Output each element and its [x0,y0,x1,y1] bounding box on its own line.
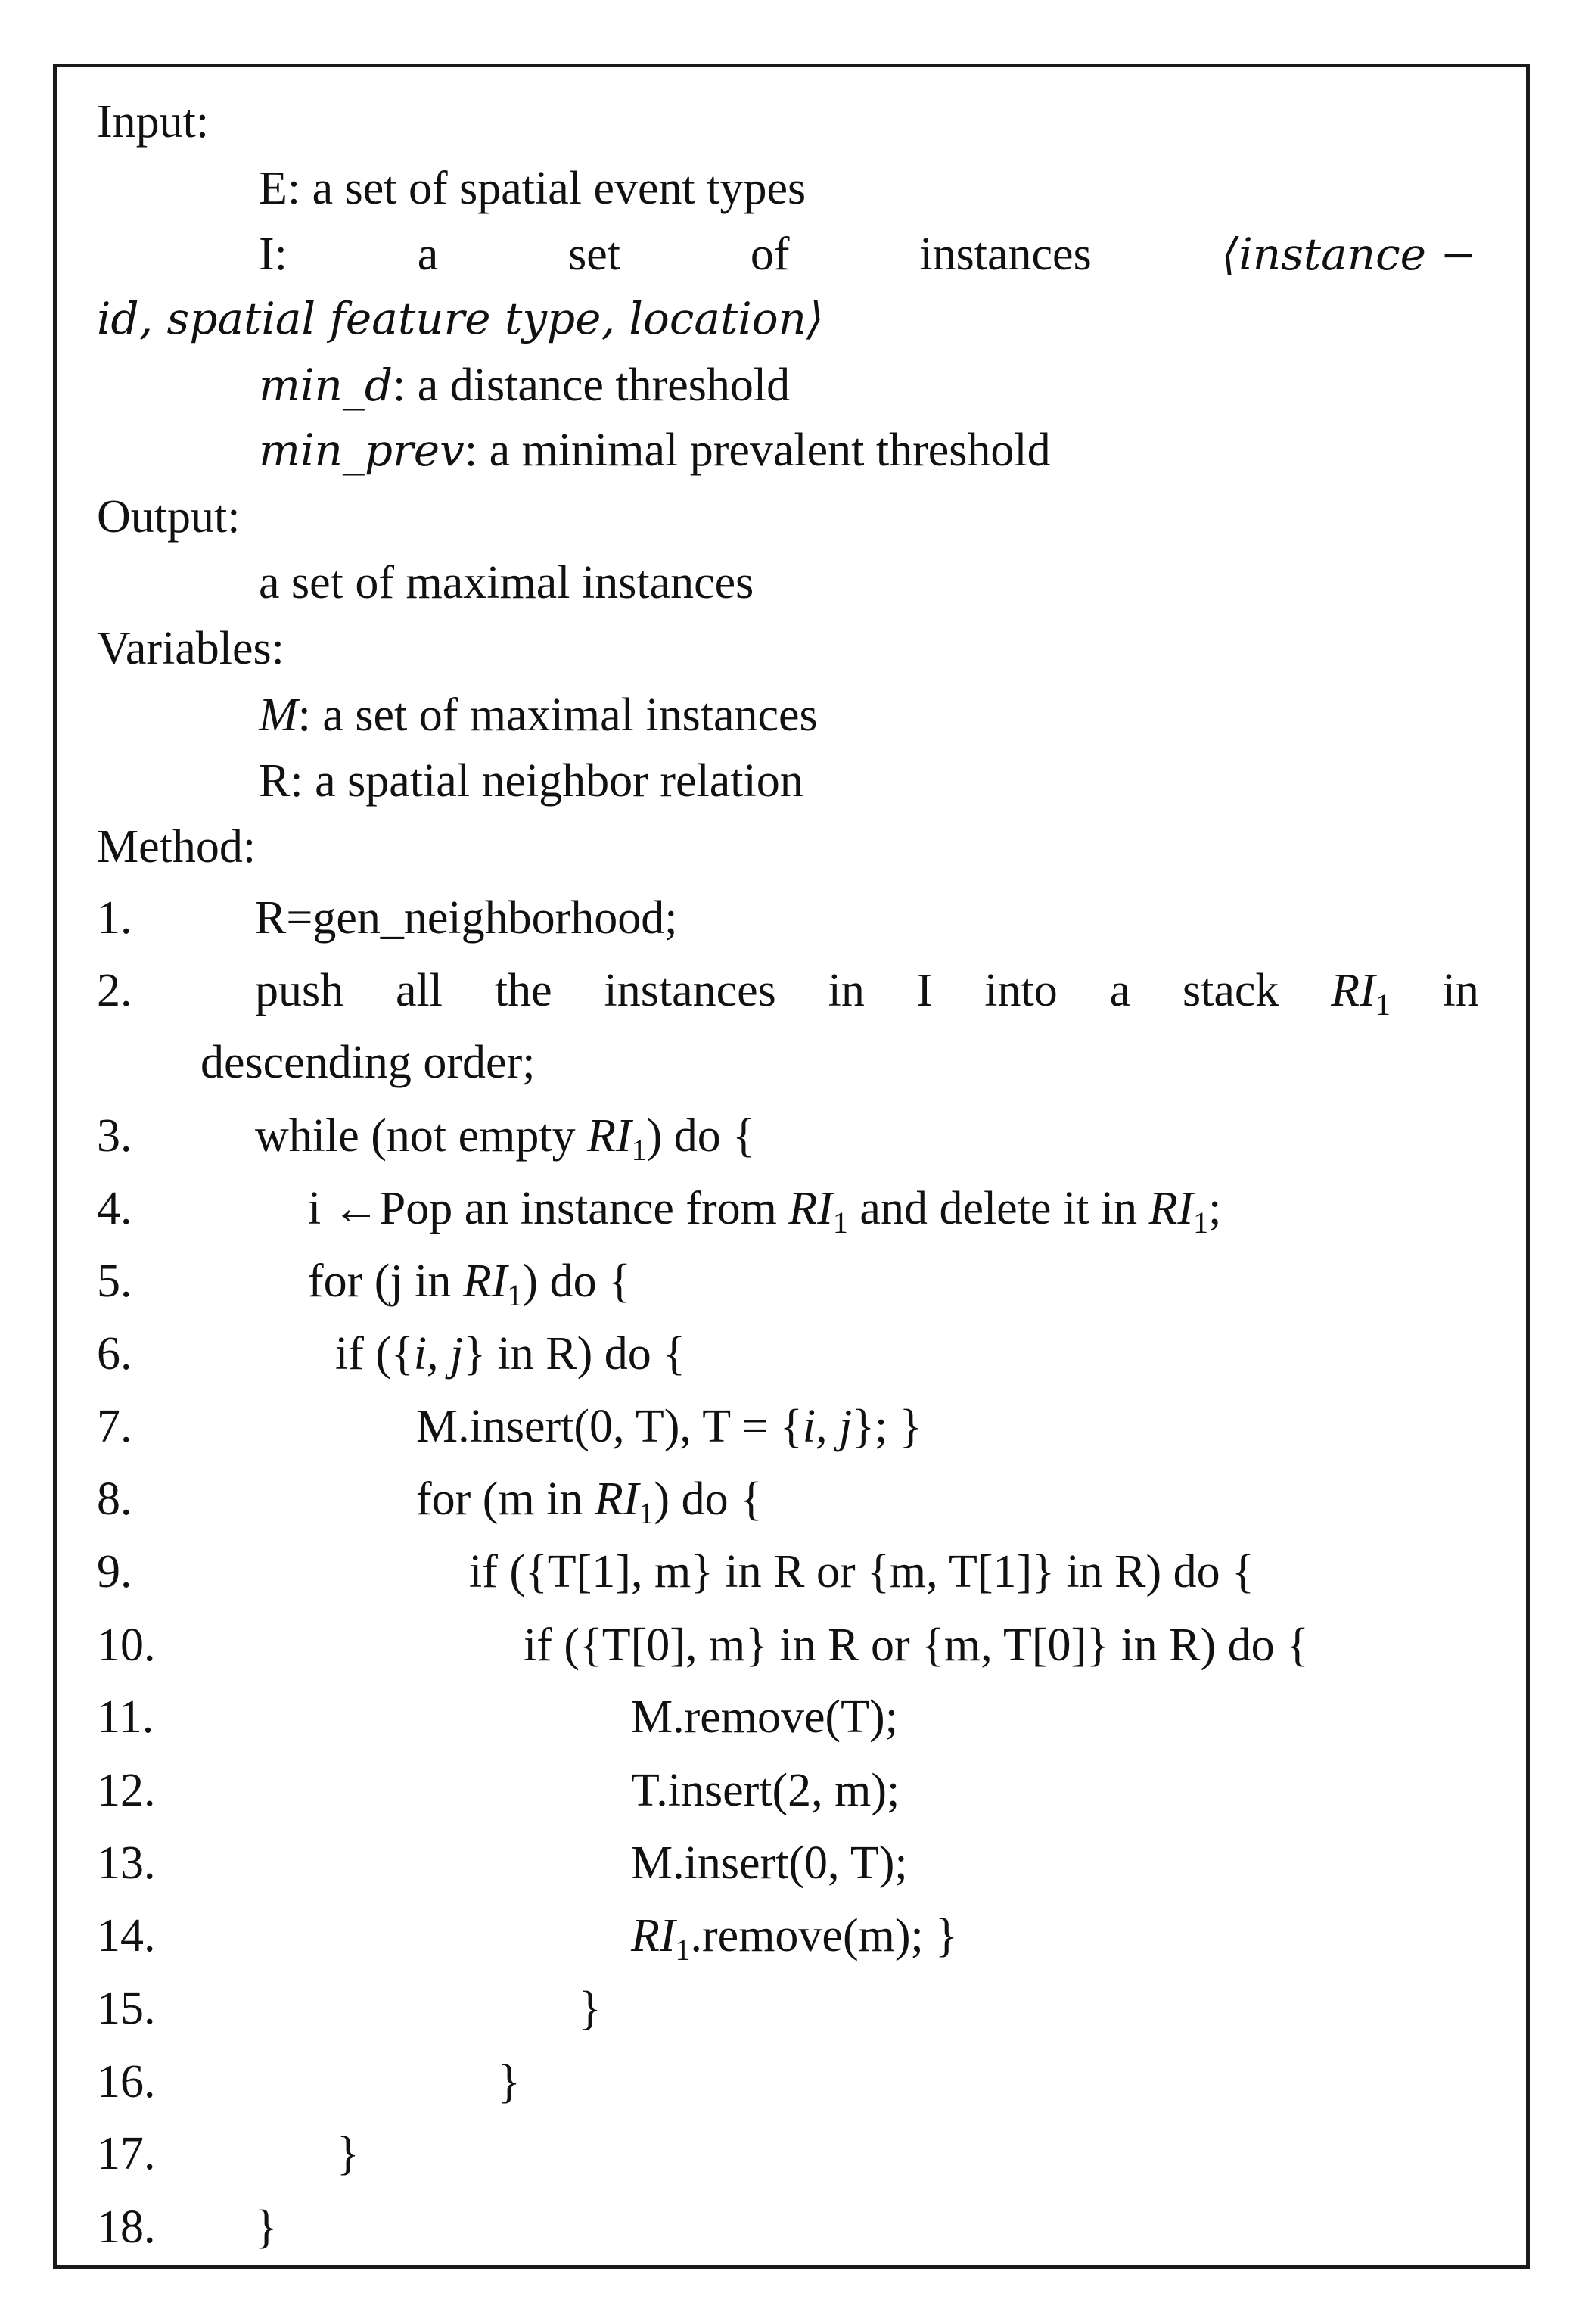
line4-stack-name-a: RI [788,1183,833,1234]
method-line-6 [335,1328,685,1380]
line3-stack-name: RI [587,1110,632,1162]
method-line-7 [416,1403,921,1450]
line14-stack-name: RI [631,1910,676,1962]
var-m-name: M [259,689,298,741]
method-line-10: if ({T[0], m} in R or {m, T[0]} in R) do { [524,1619,1309,1671]
method-line-13: M.insert(0, T); [631,1837,908,1889]
method-line-9: if ({T[1], m} in R or {m, T[1]} in R) do { [469,1546,1254,1598]
line-number-12: 12. [97,1765,156,1816]
method-line-17: } [337,2128,359,2179]
line8-pre: for (m in [416,1473,595,1525]
line-number-11: 11. [97,1691,154,1743]
line14-stack-sub: 1 [675,1933,691,1967]
input-i-w1: I: [259,229,287,280]
line4-pre: i ←Pop an instance from [308,1183,789,1234]
var-m-text: : a set of maximal instances [297,689,818,741]
method-line-2 [255,965,1479,1022]
line-number-5: 5. [97,1255,132,1307]
line-number-15: 15. [97,1983,156,2034]
output-label: Output: [97,491,241,543]
line4-stack-sub-a: 1 [832,1206,848,1240]
line2-w9: stack [1183,965,1279,1016]
method-line-15: } [579,1983,601,2034]
method-line-18: } [255,2201,278,2253]
input-i-tuple-open: ⟨instance − [1221,229,1477,280]
min-d-text: : a distance threshold [393,359,791,411]
line5-pre: for (j in [308,1255,463,1307]
line2-stack [1331,965,1391,1022]
line7-pre: M.insert(0, T), T = { [416,1401,803,1452]
input-e: E: a set of spatial event types [259,163,806,214]
line4-stack-sub-b: 1 [1193,1206,1209,1240]
input-i-w2: a [417,229,439,280]
line2-w7: into [984,965,1058,1016]
line4-mid: and delete it in [847,1183,1149,1234]
line8-stack-sub: 1 [639,1496,654,1530]
line14-post: .remove(m); } [690,1910,958,1962]
input-i [259,231,1477,278]
line-number-1: 1. [97,892,132,944]
line2-w3: the [494,965,552,1016]
method-line-2-cont: descending order; [200,1037,536,1088]
line-number-16: 16. [97,2056,156,2108]
line2-w2: all [396,965,443,1016]
line-number-14: 14. [97,1910,156,1962]
method-line-5 [308,1255,631,1312]
line-number-6: 6. [97,1328,132,1380]
line2-w1: push [255,965,344,1016]
input-min-prev [259,427,1051,474]
line2-w10: in [1442,965,1479,1016]
input-i-w5: instances [919,229,1092,280]
line4-post: ; [1208,1183,1222,1234]
line2-w5: in [828,965,865,1016]
line-number-7: 7. [97,1401,132,1452]
method-line-11: M.remove(T); [631,1691,898,1743]
method-line-8 [416,1473,763,1530]
line5-stack-sub: 1 [507,1278,523,1312]
output-text: a set of maximal instances [259,557,754,608]
line3-stack-sub: 1 [631,1133,647,1167]
line4-stack-name-b: RI [1148,1183,1194,1234]
line6-post: } in R) do { [463,1328,685,1380]
var-m [259,689,818,741]
line8-post: ) do { [654,1473,763,1525]
method-line-12: T.insert(2, m); [631,1765,900,1816]
line-number-18: 18. [97,2201,156,2253]
line3-pre: while (not empty [255,1110,588,1162]
method-label: Method: [97,821,256,873]
line8-stack-name: RI [594,1473,639,1525]
line-number-9: 9. [97,1546,132,1598]
input-i-w3: set [568,229,621,280]
method-line-14 [631,1910,958,1967]
line2-w6: I [916,965,933,1016]
line2-stack-sub: 1 [1375,988,1391,1022]
line6-ij: i, j [413,1328,464,1380]
line2-w4: instances [604,965,776,1016]
line2-w8: a [1109,965,1131,1016]
line-number-3: 3. [97,1110,132,1162]
input-min-d [259,359,791,411]
line6-pre: if ({ [335,1328,414,1380]
line-number-17: 17. [97,2128,156,2179]
var-r: R: a spatial neighbor relation [259,755,803,807]
line-number-2: 2. [97,965,132,1016]
line-number-13: 13. [97,1837,156,1889]
line7-ij: i, j [802,1401,853,1452]
input-label: Input: [97,96,210,148]
line7-post: }; } [852,1401,922,1452]
min-prev-name: min_prev [259,425,465,476]
line2-stack-name: RI [1331,965,1375,1016]
input-i-w4: of [750,229,790,280]
input-i-tuple-rest: id, spatial feature type, location⟩ [97,293,824,344]
line-number-8: 8. [97,1473,132,1525]
min-d-name: min_d [259,359,393,411]
method-line-4 [308,1183,1222,1240]
line3-post: ) do { [646,1110,756,1162]
line5-stack-name: RI [462,1255,508,1307]
min-prev-text: : a minimal prevalent threshold [464,425,1051,476]
method-line-16: } [498,2056,521,2108]
line-number-4: 4. [97,1183,132,1234]
line5-post: ) do { [522,1255,631,1307]
method-line-3 [255,1110,756,1167]
line-number-10: 10. [97,1619,156,1671]
variables-label: Variables: [97,623,284,674]
method-line-1: R=gen_neighborhood; [255,892,678,944]
